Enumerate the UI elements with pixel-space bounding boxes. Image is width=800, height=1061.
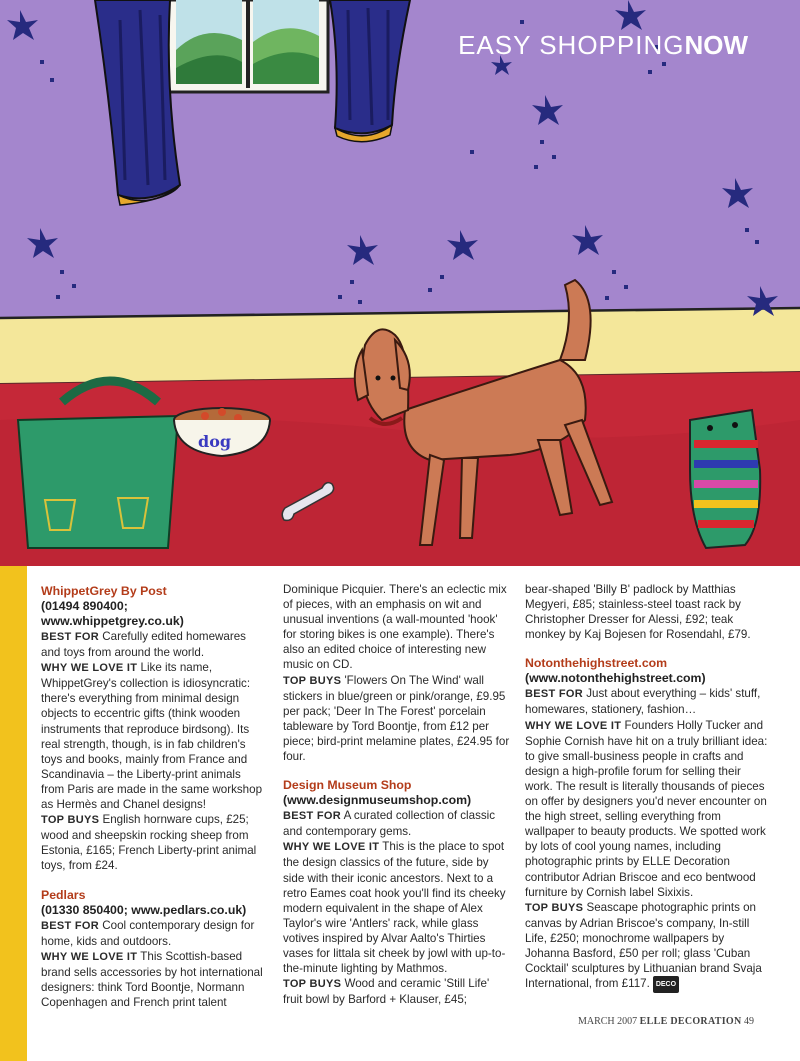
company-name: Design Museum Shop	[283, 778, 412, 793]
company-contact: (www.designmuseumshop.com)	[283, 793, 472, 808]
top-buys-label: TOP BUYS	[283, 674, 342, 687]
page-footer	[578, 1016, 754, 1027]
header-now: NOW	[684, 30, 748, 60]
best-for-label: BEST FOR	[41, 919, 100, 932]
column-1	[41, 584, 267, 1010]
best-for-text: Just about everything – kids' stuff, homewares, stationery, fashion…	[525, 687, 761, 717]
issue-date: MARCH 2007	[577, 1016, 638, 1027]
top-buys-paragraph	[283, 976, 511, 1007]
why-we-love-it-label: WHY WE LOVE IT	[41, 662, 138, 675]
end-badge: DECO	[653, 976, 679, 993]
best-for-label: BEST FOR	[283, 810, 342, 823]
best-for-paragraph	[525, 686, 770, 717]
best-for-paragraph	[283, 808, 511, 839]
page-number: 49	[744, 1016, 754, 1027]
top-buys-text: Wood and ceramic 'Still Life' fruit bowl by Barford + Klauser, £45;	[283, 977, 490, 1007]
why-we-love-it-paragraph	[283, 839, 511, 976]
why-we-love-it-text: This is the place to spot the design classics of the future, side by side with their iconic ancestors. Next to a retro Eames coat hook you'll find its cheeky modern equivalent in the shape of Alex Taylor's wire 'Antlers' rack, while glass votives inspired by Alvar Aalto's Thirties vases for littala sit cheek by jowl with up-to-the-minute lighting by Mathmos.	[283, 840, 506, 976]
svg-text:dog: dog	[198, 432, 232, 451]
header-easy-shopping: EASY SHOPPING	[458, 30, 685, 60]
why-we-love-it-text: This Scottish-based brand sells accessories by hot international designers: think Tord Boontje, Normann Copenhagen and French print talent	[41, 949, 263, 1009]
top-buys-continued: bear-shaped 'Billy B' padlock by Matthias Megyeri, £85; stainless-steel toast rack by Christopher Dresser for Alessi, £92; teak monkey by Kaj Bojesen for Rosendahl, £79.	[525, 583, 751, 642]
company-name: Pedlars	[41, 887, 86, 902]
top-buys-text: English hornware cups, £25; wood and sheepskin rocking sheep from Estonia, £165; French Liberty-print animal toys, from £24.	[41, 813, 257, 873]
window	[168, 0, 328, 92]
top-buys-paragraph	[525, 900, 770, 994]
best-for-label: BEST FOR	[525, 688, 584, 701]
striped-toy	[690, 410, 760, 548]
company-contact: (www.notonthehighstreet.com)	[525, 671, 706, 686]
yellow-gutter	[0, 566, 27, 1061]
why-we-love-it-text: Like its name, WhippetGrey's collection is idiosyncratic: there's everything from minimal design objects to eccentric gifts (think wooden instruments that reproduce birdsong). Its real strength, though, is in fab children's toys and books, mainly from France and Scandinavia – the Liberty-print animals from Paris are made in the same workshop as Hermès and Chanel designs!	[41, 661, 263, 812]
magazine-name: ELLE DECORATION	[639, 1016, 742, 1027]
why-we-love-it-text: Founders Holly Tucker and Sophie Cornish have hit on a truly brilliant idea: to give small-business people in crafts and design a high-profile forum for selling their work. The result is literally thousands of pieces on offer by designers you'd never encounter on the high street, selling everything from wallpaper to beauty products. We spotted work by lots of cool young names, including photographic prints by ELLE Decoration contributor Adrian Briscoe and eco bentwood furniture by Cornish label Sixixis.	[525, 718, 768, 899]
company-name: Notonthehighstreet.com	[525, 656, 668, 671]
company-name: WhippetGrey By Post	[41, 584, 167, 598]
company-contact: (01330 850400; www.pedlars.co.uk)	[41, 902, 247, 917]
best-for-paragraph	[41, 918, 267, 949]
best-for-text: Carefully edited homewares and toys from around the world.	[41, 630, 246, 660]
top-buys-text: 'Flowers On The Wind' wall stickers in blue/green or pink/orange, £9.95 per pack; 'Deer In The Forest' porcelain tableware by Tord Boontje, from £12 per piece; bird-print melamine plates, £24.95 for four.	[283, 673, 510, 764]
top-buys-label: TOP BUYS	[283, 978, 342, 991]
column-3	[525, 582, 770, 993]
why-we-love-it-paragraph	[525, 718, 770, 900]
section-header	[458, 30, 748, 61]
best-for-paragraph	[41, 629, 267, 660]
company-contact: (01494 890400; www.whippetgrey.co.uk)	[41, 599, 184, 628]
why-we-love-it-continued: Dominique Picquier. There's an eclectic mix of pieces, with an emphasis on wit and unusual inventions (a wall-mounted 'hook' for storing bikes is one example). There's also an edited choice of interesting new music on CD.	[283, 583, 507, 672]
top-buys-label: TOP BUYS	[525, 901, 584, 914]
top-buys-label: TOP BUYS	[41, 814, 100, 827]
why-we-love-it-label: WHY WE LOVE IT	[41, 950, 138, 963]
best-for-label: BEST FOR	[41, 631, 100, 643]
top-buys-paragraph	[283, 673, 511, 765]
why-we-love-it-label: WHY WE LOVE IT	[283, 841, 380, 854]
best-for-text: A curated collection of classic and contemporary gems.	[283, 809, 496, 839]
why-we-love-it-label: WHY WE LOVE IT	[525, 719, 622, 732]
top-buys-text: Seascape photographic prints on canvas by Adrian Briscoe's company, In-still Life, £250; monochrome wallpapers by Johanna Basford, £50 per roll; glass 'Cuban Cocktail' sculptures by Lithuanian brand Svaja International, from £117.	[525, 900, 762, 991]
column-2	[283, 582, 511, 1007]
why-we-love-it-paragraph	[41, 949, 267, 1010]
top-buys-paragraph	[41, 812, 267, 873]
why-we-love-it-paragraph	[41, 660, 267, 812]
best-for-text: Cool contemporary design for home, kids and outdoors.	[41, 918, 255, 948]
